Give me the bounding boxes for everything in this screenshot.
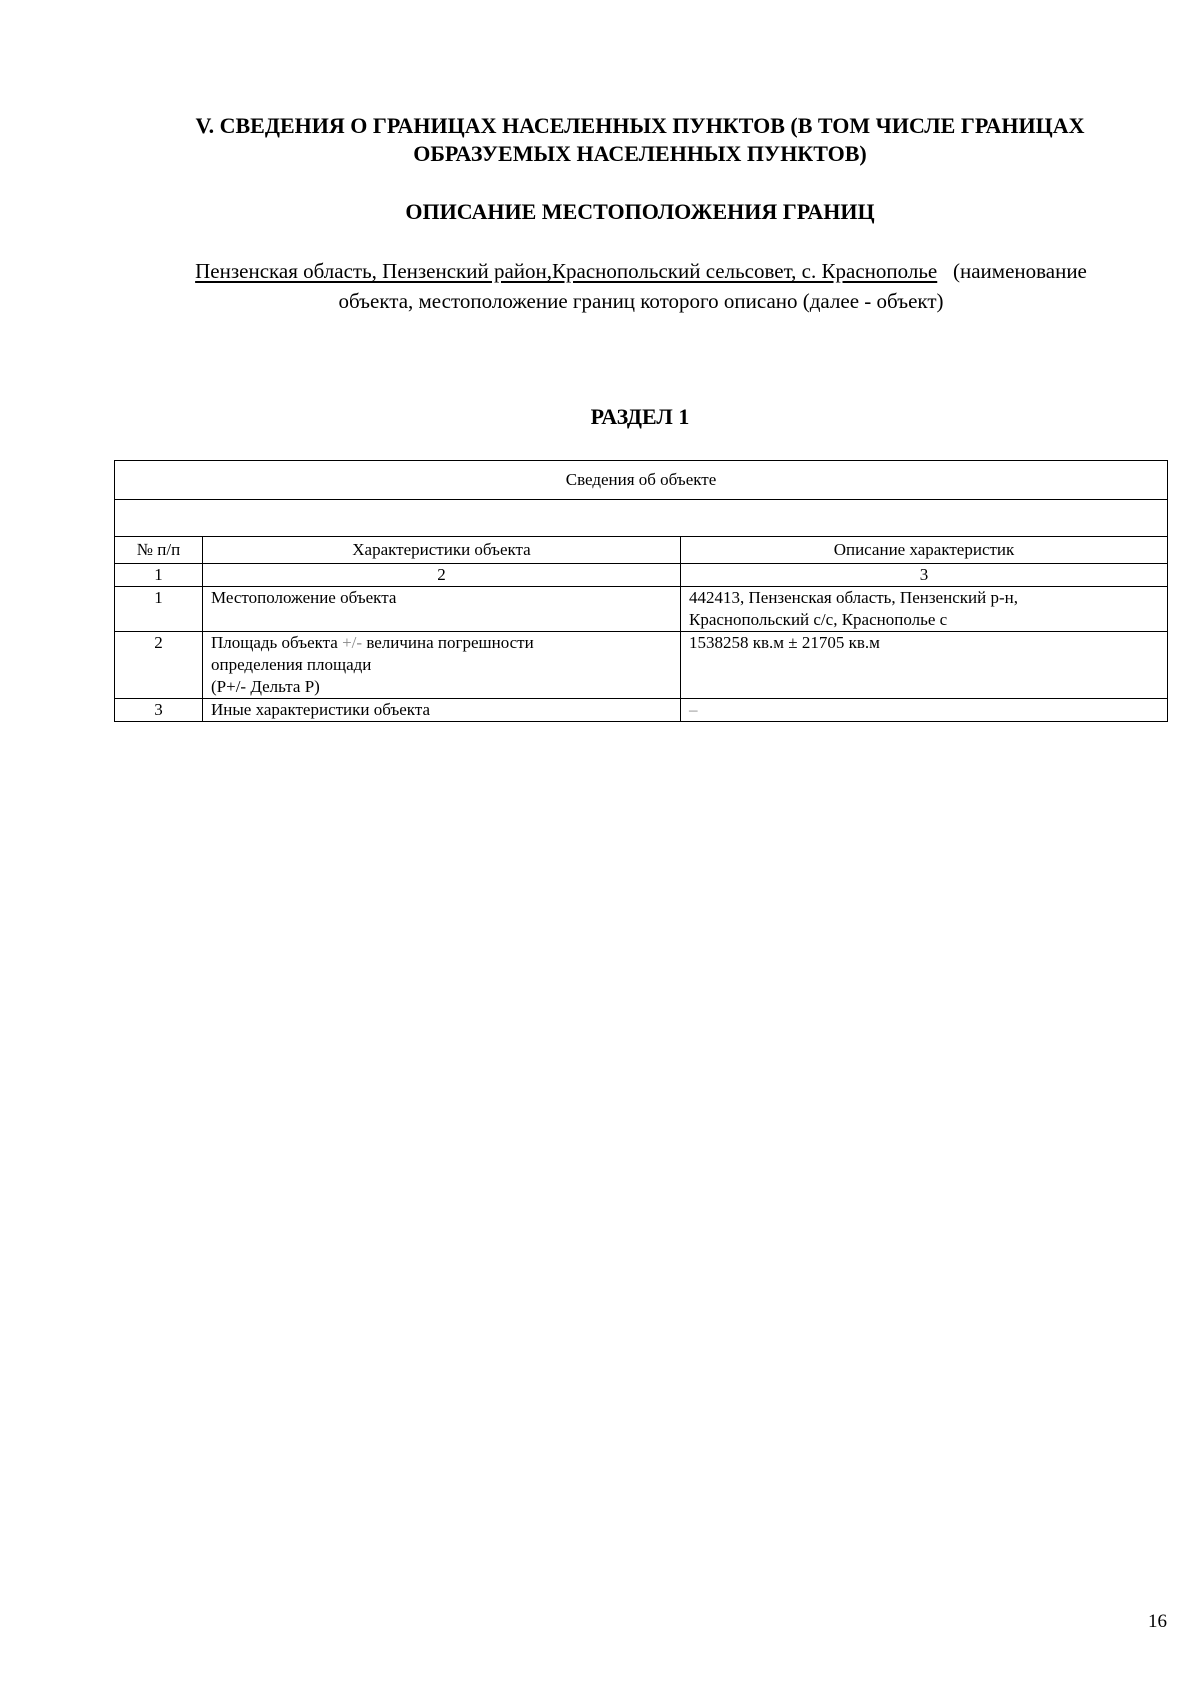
object-caption-part-1: (наименование — [952, 259, 1087, 283]
column-number-2: 2 — [203, 564, 681, 587]
table-header-row — [115, 537, 1168, 564]
row-number: 1 — [115, 587, 203, 632]
header-description: Описание характеристик — [681, 537, 1168, 564]
object-name-block — [116, 256, 1166, 316]
row-number: 2 — [115, 632, 203, 699]
table-column-numbers-row — [115, 564, 1168, 587]
column-number-3: 3 — [681, 564, 1168, 587]
header-characteristic: Характеристики объекта — [203, 537, 681, 564]
table-row — [115, 632, 1168, 699]
characteristic-text-part-1: Площадь объекта — [211, 633, 338, 652]
section-heading-line-1: V. СВЕДЕНИЯ О ГРАНИЦАХ НАСЕЛЕННЫХ ПУНКТОВ (В ТОМ ЧИСЛЕ ГРАНИЦАХ — [195, 113, 1085, 138]
row-characteristic: Иные характеристики объекта — [203, 699, 681, 722]
row-description: – — [681, 699, 1168, 722]
object-caption-part-2: объекта, местоположение границ которого описано (далее - объект) — [338, 289, 944, 313]
row-description: 1538258 кв.м ± 21705 кв.м — [681, 632, 1168, 699]
boundary-description-heading: ОПИСАНИЕ МЕСТОПОЛОЖЕНИЯ ГРАНИЦ — [405, 199, 875, 224]
table-title: Сведения об объекте — [115, 461, 1168, 500]
table-row — [115, 699, 1168, 722]
row-characteristic: Местоположение объекта — [203, 587, 681, 632]
characteristic-text-line-3: (Р+/- Дельта Р) — [211, 677, 320, 696]
object-info-table — [114, 460, 1168, 722]
page-number: 16 — [1148, 1611, 1167, 1632]
section-heading — [120, 112, 1160, 168]
table-empty-row — [115, 500, 1168, 537]
characteristic-text-part-2: величина погрешности — [366, 633, 534, 652]
column-number-1: 1 — [115, 564, 203, 587]
section-title: РАЗДЕЛ 1 — [590, 404, 690, 429]
table-row — [115, 587, 1168, 632]
plus-minus-sign: +/- — [342, 633, 363, 652]
row-characteristic — [203, 632, 681, 699]
header-number: № п/п — [115, 537, 203, 564]
row-description: 442413, Пензенская область, Пензенский р-н, Краснопольский с/с, Краснополье с — [681, 587, 1168, 632]
section-heading-line-2: ОБРАЗУЕМЫХ НАСЕЛЕННЫХ ПУНКТОВ) — [413, 141, 867, 166]
object-name: Пензенская область, Пензенский район,Краснопольский сельсовет, с. Краснополье — [195, 259, 938, 283]
row-number: 3 — [115, 699, 203, 722]
characteristic-text-line-2: определения площади — [211, 655, 372, 674]
